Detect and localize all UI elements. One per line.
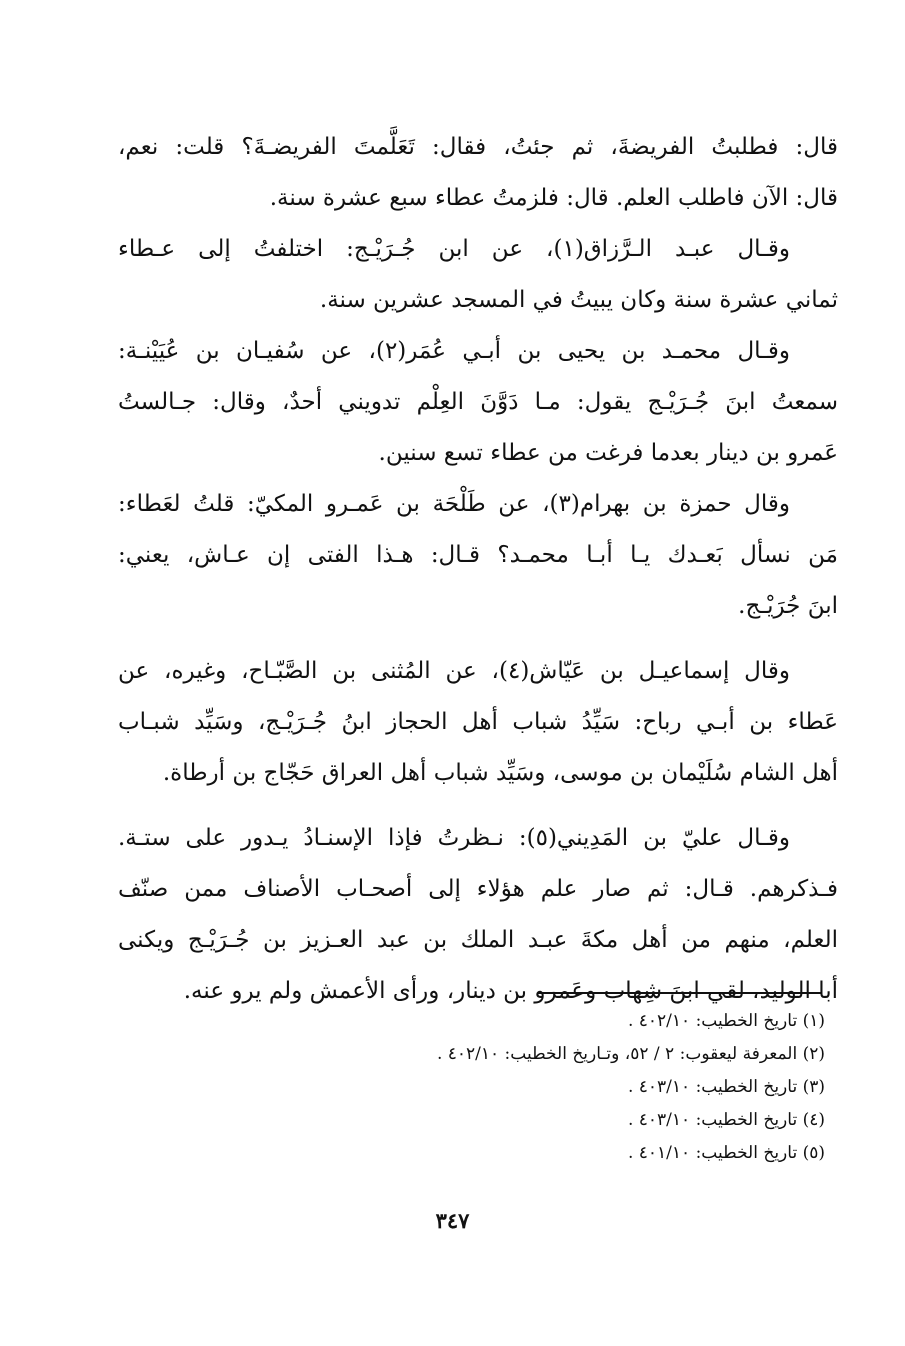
paragraph-4 xyxy=(118,479,838,632)
paragraph-5 xyxy=(118,646,838,799)
text-line: عَطاء بن أبـي رباح: سَيِّدُ شباب أهل الحجاز ابنُ جُـرَيْـج، وسَيِّد شبـاب xyxy=(118,709,838,735)
paragraph-6 xyxy=(118,813,838,1017)
footnote-separator xyxy=(538,992,822,994)
text-line: ثماني عشرة سنة وكان يبيتُ في المسجد عشرين سنة. xyxy=(319,287,838,313)
footnote-3: (٣) تاريخ الخطيب: ٤٠٣/١٠ . xyxy=(627,1077,825,1097)
text-line: وقال إسماعيـل بن عَيّاش(٤)، عن المُثنى بن الصَّبّـاح، وغيره، عن xyxy=(118,658,790,684)
text-line: وقـال عليّ بن المَدِيني(٥): نـظرتُ فإذا الإسنـادُ يـدور على ستـة. xyxy=(118,825,790,851)
text-line: وقال حمزة بن بهرام(٣)، عن طَلْحَة بن عَمـرو المكيّ: قلتُ لعَطاء: xyxy=(118,491,791,517)
paragraph-2 xyxy=(118,224,838,326)
text-line: وقـال عبـد الـرَّزاق(١)، عن ابن جُـرَيْـج: اختلفتُ إلى عـطاء xyxy=(118,236,790,262)
footnote-2: (٢) المعرفة ليعقوب: ٢ / ٥٢، وتـاريخ الخطيب: ٤٠٢/١٠ . xyxy=(436,1044,825,1064)
paragraph-1 xyxy=(118,122,838,224)
page-number: ٣٤٧ xyxy=(435,1208,470,1233)
text-line: مَن نسأل بَعـدك يـا أبـا محمـد؟ قـال: هـذا الفتى إن عـاش، يعني: xyxy=(118,542,838,568)
text-line: أبا الوليد، لقي ابنَ شِهاب وعَمرو بن دينار، ورأى الأعمش ولم يرو عنه. xyxy=(183,978,838,1004)
footnote-5: (٥) تاريخ الخطيب: ٤٠١/١٠ . xyxy=(627,1143,825,1163)
text-line: عَمرو بن دينار بعدما فرغت من عطاء تسع سنين. xyxy=(378,440,838,466)
footnotes xyxy=(250,1005,825,1170)
paragraph-3 xyxy=(118,326,838,479)
footnote-4: (٤) تاريخ الخطيب: ٤٠٣/١٠ . xyxy=(627,1110,825,1130)
text-line: وقـال محمـد بن يحيى بن أبـي عُمَر(٢)، عن سُفيـان بن عُيَيْنـة: xyxy=(118,338,790,364)
paragraph-gap xyxy=(118,632,838,646)
text-line: ابنَ جُرَيْـج. xyxy=(738,593,838,619)
text-line: أهل الشام سُلَيْمان بن موسى، وسَيِّد شباب أهل العراق حَجّاج بن أرطاة. xyxy=(162,760,838,786)
footnote-1: (١) تاريخ الخطيب: ٤٠٢/١٠ . xyxy=(627,1011,825,1031)
text-line: فـذكرهم. قـال: ثم صار علم هؤلاء إلى أصحـاب الأصناف ممن صنّف xyxy=(118,876,838,902)
text-line: سمعتُ ابنَ جُـرَيْـج يقول: مـا دَوَّنَ العِلْم تدويني أحدٌ، وقال: جـالستُ xyxy=(118,389,838,415)
paragraph-gap xyxy=(118,799,838,813)
text-line: العلم، منهم من أهل مكةَ عبـد الملك بن عبد العـزيز بن جُـرَيْـج ويكنى xyxy=(118,927,838,953)
text-line: قال: الآن فاطلب العلم. قال: فلزمتُ عطاء سبع عشرة سنة. xyxy=(269,185,838,211)
main-text xyxy=(118,122,838,1017)
text-line: قال: فطلبتُ الفريضةَ، ثم جئتُ، فقال: تَعَلَّمتَ الفريضـةَ؟ قلت: نعم، xyxy=(118,134,838,160)
